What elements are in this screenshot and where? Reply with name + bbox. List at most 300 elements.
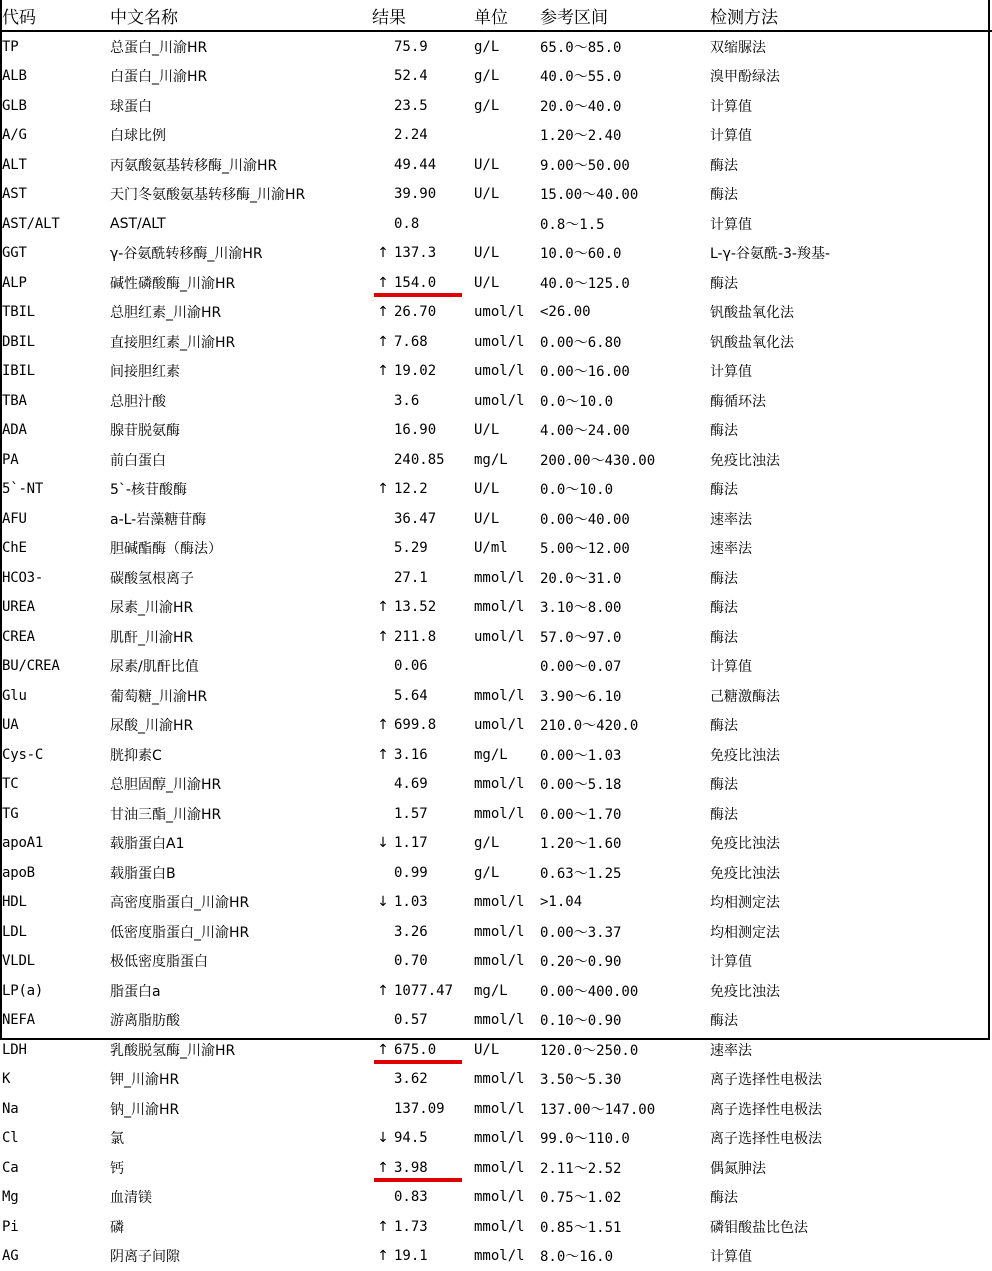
table-row (2, 1035, 992, 1065)
cell-code: NEFA (2, 1006, 110, 1036)
table-row (2, 475, 992, 505)
cell-result-value: 0.57 (394, 1006, 474, 1036)
cell-unit: umol/l (474, 711, 540, 741)
table-row (2, 1242, 992, 1271)
abnormal-flag-icon: ↑ (372, 1035, 394, 1065)
cell-reference-range: 15.00～40.00 (540, 180, 710, 210)
cell-result-value: 16.90 (394, 416, 474, 446)
cell-code: DBIL (2, 327, 110, 357)
cell-reference-range: 20.0～31.0 (540, 563, 710, 593)
cell-name: 钠_川渝HR (110, 1094, 372, 1124)
abnormal-flag-icon: ↑ (372, 711, 394, 741)
abnormal-flag-icon: ↑ (372, 268, 394, 298)
cell-code: UREA (2, 593, 110, 623)
cell-reference-range: 120.0～250.0 (540, 1035, 710, 1065)
cell-code: BU/CREA (2, 652, 110, 682)
cell-code: apoB (2, 858, 110, 888)
table-row (2, 180, 992, 210)
cell-method: 酶法 (710, 475, 992, 505)
cell-result-value: 39.90 (394, 180, 474, 210)
table-row (2, 1212, 992, 1242)
cell-code: TP (2, 31, 110, 62)
cell-result-value: 36.47 (394, 504, 474, 534)
cell-name: 葡萄糖_川渝HR (110, 681, 372, 711)
table-row (2, 947, 992, 977)
table-row (2, 622, 992, 652)
abnormal-flag-icon: ↓ (372, 829, 394, 859)
table-row (2, 357, 992, 387)
cell-name: 腺苷脱氨酶 (110, 416, 372, 446)
cell-unit: g/L (474, 858, 540, 888)
cell-method: 己糖激酶法 (710, 681, 992, 711)
cell-code: 5`-NT (2, 475, 110, 505)
column-header-method: 检测方法 (710, 0, 992, 31)
cell-name: 高密度脂蛋白_川渝HR (110, 888, 372, 918)
abnormal-flag-icon (372, 563, 394, 593)
cell-name: 总胆固醇_川渝HR (110, 770, 372, 800)
cell-method: 磷钼酸盐比色法 (710, 1212, 992, 1242)
cell-method: 双缩脲法 (710, 31, 992, 62)
cell-unit: mmol/l (474, 1242, 540, 1271)
cell-name: 钾_川渝HR (110, 1065, 372, 1095)
cell-code: Pi (2, 1212, 110, 1242)
cell-name: 乳酸脱氢酶_川渝HR (110, 1035, 372, 1065)
cell-unit: U/L (474, 416, 540, 446)
column-header-result: 结果 (372, 0, 474, 31)
cell-result-value: 7.68 (394, 327, 474, 357)
cell-method: 速率法 (710, 504, 992, 534)
abnormal-flag-icon (372, 799, 394, 829)
cell-code: AFU (2, 504, 110, 534)
cell-unit: U/L (474, 150, 540, 180)
cell-name: 尿素_川渝HR (110, 593, 372, 623)
cell-method: 计算值 (710, 357, 992, 387)
cell-code: AG (2, 1242, 110, 1271)
cell-unit: mmol/l (474, 770, 540, 800)
table-row (2, 239, 992, 269)
cell-name: 胆碱酯酶（酶法） (110, 534, 372, 564)
cell-result-value: 75.9 (394, 31, 474, 62)
table-row (2, 976, 992, 1006)
cell-result-value: 19.02 (394, 357, 474, 387)
cell-method: 钒酸盐氧化法 (710, 327, 992, 357)
cell-unit: mg/L (474, 740, 540, 770)
cell-method: L-γ-谷氨酰-3-羧基- (710, 239, 992, 269)
table-row (2, 445, 992, 475)
cell-result-value: 3.62 (394, 1065, 474, 1095)
cell-result-value: 3.98 (394, 1153, 474, 1183)
cell-unit (474, 121, 540, 151)
lab-results-table (2, 0, 992, 1271)
cell-reference-range: 40.0～125.0 (540, 268, 710, 298)
cell-name: 极低密度脂蛋白 (110, 947, 372, 977)
cell-reference-range: 1.20～2.40 (540, 121, 710, 151)
table-row (2, 799, 992, 829)
cell-unit: mmol/l (474, 1153, 540, 1183)
table-row (2, 1183, 992, 1213)
cell-result-value: 19.1 (394, 1242, 474, 1271)
abnormal-flag-icon: ↓ (372, 888, 394, 918)
cell-name: γ-谷氨酰转移酶_川渝HR (110, 239, 372, 269)
cell-name: 载脂蛋白B (110, 858, 372, 888)
cell-unit (474, 209, 540, 239)
cell-result-value: 13.52 (394, 593, 474, 623)
cell-result-value: 27.1 (394, 563, 474, 593)
cell-result-value: 240.85 (394, 445, 474, 475)
cell-unit: mmol/l (474, 1124, 540, 1154)
table-row (2, 504, 992, 534)
abnormal-flag-icon (372, 386, 394, 416)
cell-reference-range: 0.00～1.03 (540, 740, 710, 770)
cell-method: 溴甲酚绿法 (710, 62, 992, 92)
cell-result-value: 1.73 (394, 1212, 474, 1242)
cell-name: 游离脂肪酸 (110, 1006, 372, 1036)
cell-result-value: 23.5 (394, 91, 474, 121)
cell-unit: U/L (474, 504, 540, 534)
cell-method: 酶法 (710, 150, 992, 180)
cell-method: 钒酸盐氧化法 (710, 298, 992, 328)
cell-method: 免疫比浊法 (710, 829, 992, 859)
table-row (2, 1124, 992, 1154)
cell-method: 免疫比浊法 (710, 740, 992, 770)
cell-code: VLDL (2, 947, 110, 977)
table-row (2, 150, 992, 180)
abnormal-flag-icon: ↑ (372, 327, 394, 357)
cell-result-value: 137.3 (394, 239, 474, 269)
table-row (2, 681, 992, 711)
cell-unit: mmol/l (474, 888, 540, 918)
cell-method: 速率法 (710, 1035, 992, 1065)
cell-code: CREA (2, 622, 110, 652)
cell-result-value: 12.2 (394, 475, 474, 505)
abnormal-flag-icon: ↑ (372, 239, 394, 269)
cell-code: HDL (2, 888, 110, 918)
cell-reference-range: 0.00～16.00 (540, 357, 710, 387)
cell-name: 阴离子间隙 (110, 1242, 372, 1271)
cell-code: ALP (2, 268, 110, 298)
cell-result-value: 52.4 (394, 62, 474, 92)
abnormal-flag-icon (372, 62, 394, 92)
cell-unit: U/L (474, 239, 540, 269)
table-row (2, 121, 992, 151)
cell-code: Cys-C (2, 740, 110, 770)
cell-name: 天门冬氨酸氨基转移酶_川渝HR (110, 180, 372, 210)
cell-method: 酶法 (710, 711, 992, 741)
cell-reference-range: 65.0～85.0 (540, 31, 710, 62)
column-header-unit: 单位 (474, 0, 540, 31)
cell-reference-range: 0.00～400.00 (540, 976, 710, 1006)
cell-result-value: 49.44 (394, 150, 474, 180)
abnormal-flag-icon (372, 91, 394, 121)
cell-unit: mmol/l (474, 593, 540, 623)
abnormal-flag-icon: ↓ (372, 1124, 394, 1154)
cell-code: GLB (2, 91, 110, 121)
cell-unit: umol/l (474, 622, 540, 652)
cell-unit: umol/l (474, 327, 540, 357)
abnormal-flag-icon (372, 652, 394, 682)
cell-code: TC (2, 770, 110, 800)
cell-name: 碱性磷酸酶_川渝HR (110, 268, 372, 298)
cell-reference-range: 2.11～2.52 (540, 1153, 710, 1183)
column-header-name: 中文名称 (110, 0, 372, 31)
cell-name: 丙氨酸氨基转移酶_川渝HR (110, 150, 372, 180)
cell-name: 间接胆红素 (110, 357, 372, 387)
cell-reference-range: <26.00 (540, 298, 710, 328)
cell-reference-range: 0.85～1.51 (540, 1212, 710, 1242)
abnormal-flag-icon: ↑ (372, 976, 394, 1006)
table-row (2, 829, 992, 859)
cell-unit: mmol/l (474, 681, 540, 711)
cell-unit: U/L (474, 475, 540, 505)
table-row (2, 91, 992, 121)
cell-method: 酶法 (710, 563, 992, 593)
table-row (2, 711, 992, 741)
cell-code: AST/ALT (2, 209, 110, 239)
cell-reference-range: 0.75～1.02 (540, 1183, 710, 1213)
table-row (2, 770, 992, 800)
abnormal-flag-icon (372, 681, 394, 711)
cell-reference-range: 8.0～16.0 (540, 1242, 710, 1271)
cell-unit: mmol/l (474, 1006, 540, 1036)
cell-reference-range: 4.00～24.00 (540, 416, 710, 446)
cell-code: Ca (2, 1153, 110, 1183)
cell-method: 免疫比浊法 (710, 445, 992, 475)
abnormal-flag-icon: ↑ (372, 1153, 394, 1183)
cell-unit: U/L (474, 268, 540, 298)
abnormal-flag-icon (372, 947, 394, 977)
cell-name: 血清镁 (110, 1183, 372, 1213)
cell-code: K (2, 1065, 110, 1095)
cell-name: 载脂蛋白A1 (110, 829, 372, 859)
cell-code: AST (2, 180, 110, 210)
cell-unit: mg/L (474, 976, 540, 1006)
cell-method: 免疫比浊法 (710, 858, 992, 888)
cell-unit: mmol/l (474, 563, 540, 593)
cell-name: 球蛋白 (110, 91, 372, 121)
cell-result-value: 94.5 (394, 1124, 474, 1154)
cell-name: 低密度脂蛋白_川渝HR (110, 917, 372, 947)
cell-unit: umol/l (474, 357, 540, 387)
cell-code: UA (2, 711, 110, 741)
cell-result-value: 0.8 (394, 209, 474, 239)
abnormal-flag-icon: ↑ (372, 357, 394, 387)
cell-name: 磷 (110, 1212, 372, 1242)
cell-result-value: 675.0 (394, 1035, 474, 1065)
cell-method: 酶法 (710, 593, 992, 623)
cell-name: 甘油三酯_川渝HR (110, 799, 372, 829)
cell-name: 5`-核苷酸酶 (110, 475, 372, 505)
table-row (2, 327, 992, 357)
abnormal-flag-icon: ↑ (372, 740, 394, 770)
cell-method: 速率法 (710, 534, 992, 564)
cell-result-value: 3.6 (394, 386, 474, 416)
cell-result-value: 2.24 (394, 121, 474, 151)
cell-reference-range: 0.00～3.37 (540, 917, 710, 947)
abnormal-flag-icon: ↑ (372, 1242, 394, 1271)
cell-name: AST/ALT (110, 209, 372, 239)
table-row (2, 62, 992, 92)
table-header-row (2, 0, 992, 31)
table-row (2, 652, 992, 682)
cell-code: IBIL (2, 357, 110, 387)
table-row (2, 740, 992, 770)
cell-reference-range: 0.63～1.25 (540, 858, 710, 888)
abnormal-flag-icon (372, 416, 394, 446)
cell-code: PA (2, 445, 110, 475)
abnormal-flag-icon (372, 1006, 394, 1036)
cell-method: 计算值 (710, 209, 992, 239)
cell-reference-range: 5.00～12.00 (540, 534, 710, 564)
abnormal-flag-icon (372, 917, 394, 947)
cell-result-value: 0.99 (394, 858, 474, 888)
cell-reference-range: 20.0～40.0 (540, 91, 710, 121)
cell-name: 碳酸氢根离子 (110, 563, 372, 593)
cell-unit: mmol/l (474, 1065, 540, 1095)
cell-result-value: 0.70 (394, 947, 474, 977)
table-body (2, 31, 992, 1271)
cell-name: 氯 (110, 1124, 372, 1154)
cell-reference-range: 3.10～8.00 (540, 593, 710, 623)
abnormal-flag-icon (372, 180, 394, 210)
cell-result-value: 5.29 (394, 534, 474, 564)
cell-result-value: 5.64 (394, 681, 474, 711)
cell-reference-range: 0.00～0.07 (540, 652, 710, 682)
cell-reference-range: 40.0～55.0 (540, 62, 710, 92)
table-row (2, 416, 992, 446)
cell-reference-range: 210.0～420.0 (540, 711, 710, 741)
cell-result-value: 1.03 (394, 888, 474, 918)
cell-reference-range: 0.8～1.5 (540, 209, 710, 239)
cell-reference-range: 3.90～6.10 (540, 681, 710, 711)
cell-unit: mmol/l (474, 799, 540, 829)
cell-unit: mg/L (474, 445, 540, 475)
cell-method: 酶法 (710, 770, 992, 800)
cell-code: LDL (2, 917, 110, 947)
table-row (2, 209, 992, 239)
cell-reference-range: 0.20～0.90 (540, 947, 710, 977)
abnormal-flag-icon (372, 445, 394, 475)
cell-name: 胱抑素C (110, 740, 372, 770)
abnormal-flag-icon (372, 1094, 394, 1124)
cell-reference-range: 0.0～10.0 (540, 386, 710, 416)
cell-method: 计算值 (710, 91, 992, 121)
cell-code: A/G (2, 121, 110, 151)
table-row (2, 298, 992, 328)
abnormal-flag-icon (372, 121, 394, 151)
cell-method: 酶法 (710, 1006, 992, 1036)
cell-unit: mmol/l (474, 917, 540, 947)
cell-reference-range: 99.0～110.0 (540, 1124, 710, 1154)
table-row (2, 268, 992, 298)
cell-method: 计算值 (710, 1242, 992, 1271)
cell-method: 计算值 (710, 652, 992, 682)
cell-unit: U/L (474, 1035, 540, 1065)
cell-code: LDH (2, 1035, 110, 1065)
table-row (2, 31, 992, 62)
cell-name: 总胆汁酸 (110, 386, 372, 416)
cell-code: Mg (2, 1183, 110, 1213)
abnormal-flag-icon (372, 209, 394, 239)
cell-name: 直接胆红素_川渝HR (110, 327, 372, 357)
cell-name: 白球比例 (110, 121, 372, 151)
abnormal-flag-icon: ↑ (372, 298, 394, 328)
cell-result-value: 699.8 (394, 711, 474, 741)
cell-code: ALT (2, 150, 110, 180)
cell-result-value: 26.70 (394, 298, 474, 328)
table-row (2, 888, 992, 918)
cell-name: 前白蛋白 (110, 445, 372, 475)
cell-result-value: 0.06 (394, 652, 474, 682)
cell-unit: g/L (474, 829, 540, 859)
table-row (2, 1006, 992, 1036)
cell-name: 脂蛋白a (110, 976, 372, 1006)
cell-code: apoA1 (2, 829, 110, 859)
cell-unit: umol/l (474, 386, 540, 416)
cell-code: Glu (2, 681, 110, 711)
cell-method: 计算值 (710, 947, 992, 977)
cell-unit: g/L (474, 62, 540, 92)
abnormal-flag-icon (372, 534, 394, 564)
cell-unit: mmol/l (474, 1094, 540, 1124)
cell-reference-range: 0.10～0.90 (540, 1006, 710, 1036)
cell-code: TBA (2, 386, 110, 416)
cell-name: 钙 (110, 1153, 372, 1183)
cell-method: 计算值 (710, 121, 992, 151)
cell-name: 尿素/肌酐比值 (110, 652, 372, 682)
cell-code: TBIL (2, 298, 110, 328)
abnormal-flag-icon (372, 504, 394, 534)
cell-result-value: 137.09 (394, 1094, 474, 1124)
cell-unit (474, 652, 540, 682)
abnormal-flag-icon (372, 150, 394, 180)
cell-reference-range: 0.00～1.70 (540, 799, 710, 829)
cell-result-value: 3.16 (394, 740, 474, 770)
abnormal-flag-icon (372, 31, 394, 62)
table-row (2, 563, 992, 593)
cell-reference-range: 3.50～5.30 (540, 1065, 710, 1095)
cell-method: 酶循环法 (710, 386, 992, 416)
cell-code: ChE (2, 534, 110, 564)
cell-code: GGT (2, 239, 110, 269)
cell-result-value: 1.57 (394, 799, 474, 829)
cell-code: Cl (2, 1124, 110, 1154)
cell-name: 白蛋白_川渝HR (110, 62, 372, 92)
cell-result-value: 1.17 (394, 829, 474, 859)
abnormal-flag-icon (372, 1183, 394, 1213)
cell-method: 离子选择性电极法 (710, 1094, 992, 1124)
cell-unit: mmol/l (474, 1183, 540, 1213)
cell-reference-range: 0.00～40.00 (540, 504, 710, 534)
cell-unit: mmol/l (474, 1212, 540, 1242)
abnormal-flag-icon: ↑ (372, 593, 394, 623)
cell-code: TG (2, 799, 110, 829)
cell-reference-range: 0.00～5.18 (540, 770, 710, 800)
column-header-reference: 参考区间 (540, 0, 710, 31)
cell-result-value: 3.26 (394, 917, 474, 947)
cell-code: LP(a) (2, 976, 110, 1006)
cell-unit: U/L (474, 180, 540, 210)
table-row (2, 917, 992, 947)
cell-method: 酶法 (710, 416, 992, 446)
cell-name: 尿酸_川渝HR (110, 711, 372, 741)
abnormal-flag-icon (372, 1065, 394, 1095)
table-row (2, 1153, 992, 1183)
cell-reference-range: 137.00～147.00 (540, 1094, 710, 1124)
cell-reference-range: 200.00～430.00 (540, 445, 710, 475)
table-row (2, 858, 992, 888)
abnormal-flag-icon: ↑ (372, 622, 394, 652)
cell-reference-range: 10.0～60.0 (540, 239, 710, 269)
